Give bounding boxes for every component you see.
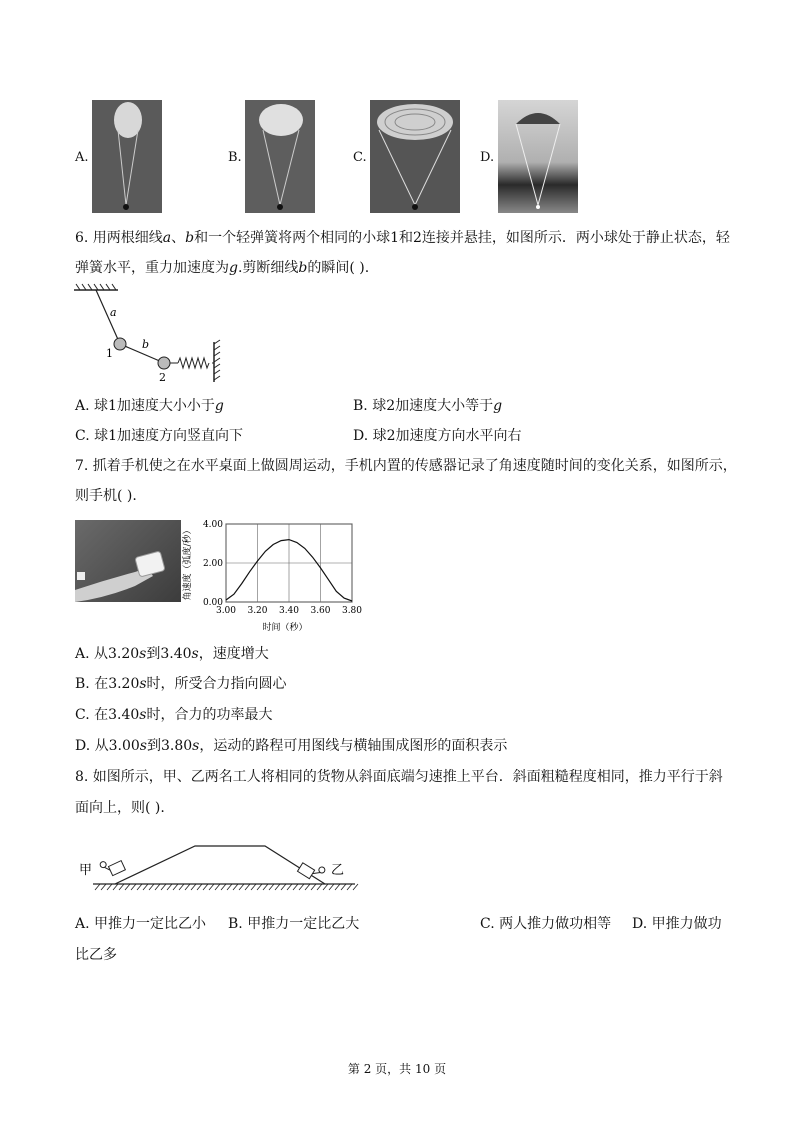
q6-option-b: B. 球2加速度大小等于𝑔 — [353, 398, 503, 414]
chart-y-tick-label: 4.00 — [202, 520, 223, 530]
spring — [178, 358, 209, 368]
q6-stem-line1: 6. 用两根细线𝑎、𝑏和一个轻弹簧将两个相同的小球1和2连接并悬挂，如图所示．两小球处于静止状态，轻 — [75, 230, 730, 246]
chart-y-tick-label: 2.00 — [202, 559, 223, 569]
worker-yi-cargo-icon — [297, 857, 326, 884]
q7-option-c: C. 在3.40𝑠时，合力的功率最大 — [75, 707, 273, 723]
label-b: b — [142, 338, 150, 351]
hand-phone-icon — [75, 520, 181, 602]
ramp-platform — [115, 846, 325, 884]
q6-option-c: C. 球1加速度方向竖直向下 — [75, 428, 244, 444]
label-1: 1 — [106, 347, 113, 360]
q5-option-b-image — [245, 100, 315, 213]
q5-option-c-label: C. — [353, 150, 367, 165]
ball-1 — [114, 338, 126, 350]
q5-option-b-label: B. — [228, 150, 242, 165]
q7-option-a: A. 从3.20𝑠到3.40𝑠，速度增大 — [75, 646, 269, 662]
q8-option-a: A. 甲推力一定比乙小 — [75, 916, 207, 932]
q5-option-d-label: D. — [480, 150, 495, 165]
parachute-c-icon — [370, 100, 460, 213]
parachute-a-icon — [92, 100, 162, 213]
q6-option-a: A. 球1加速度大小小于𝑔 — [75, 398, 224, 414]
chart-x-tick-label: 3.00 — [215, 606, 237, 616]
ball-2 — [158, 357, 170, 369]
q8-option-d-line2: 比乙多 — [75, 947, 117, 963]
q8-stem-line2: 面向上，则( ). — [75, 800, 165, 816]
label-jia: 甲 — [79, 863, 93, 878]
chart-x-tick-label: 3.60 — [310, 606, 331, 616]
q6-figure — [72, 282, 232, 388]
q7-stem-line1: 7. 抓着手机使之在水平桌面上做圆周运动，手机内置的传感器记录了角速度随时间的变化关系，如图所示， — [75, 458, 737, 474]
q8-option-b: B. 甲推力一定比乙大 — [228, 916, 360, 932]
q8-option-d-line1: D. 甲推力做功 — [632, 916, 722, 932]
q5-option-a-label: A. — [75, 150, 89, 165]
q8-stem-line1: 8. 如图所示，甲、乙两名工人将相同的货物从斜面底端匀速推上平台．斜面粗糙程度相同，推力平行于斜 — [75, 769, 723, 785]
chart-x-tick-label: 3.40 — [278, 606, 300, 616]
q5-option-d-image — [498, 100, 578, 213]
q6-stem-line2: 弹簧水平，重力加速度为𝑔.剪断细线𝑏的瞬间( ). — [75, 260, 370, 276]
q5-option-a-image — [92, 100, 162, 213]
chart-y-tick-label: 0.00 — [202, 598, 223, 608]
parachute-b-icon — [245, 100, 315, 213]
page-footer: 第 2 页，共 10 页 — [347, 1062, 447, 1076]
chart-x-tick-label: 3.80 — [341, 606, 363, 616]
chart-x-tick-label: 3.20 — [247, 606, 268, 616]
parachute-d-icon — [498, 100, 578, 213]
q8-ramp-figure — [75, 836, 365, 896]
q7-option-d: D. 从3.00𝑠到3.80𝑠，运动的路程可用图线与横轴围成图形的面积表示 — [75, 738, 508, 754]
q7-option-b: B. 在3.20𝑠时，所受合力指向圆心 — [75, 676, 287, 692]
angular-velocity-chart — [180, 516, 363, 634]
worker-jia-cargo-icon — [99, 854, 125, 878]
q7-stem-line2: 则手机( ). — [75, 488, 137, 504]
q6-option-d: D. 球2加速度方向水平向右 — [353, 428, 522, 444]
chart-grid — [226, 524, 352, 602]
chart-x-axis-label: 时间（秒） — [262, 623, 308, 633]
label-2: 2 — [159, 371, 166, 384]
q5-option-c-image — [370, 100, 460, 213]
label-a: a — [110, 306, 117, 319]
label-yi: 乙 — [331, 863, 345, 878]
chart-y-axis-label: 角速度（弧度/秒） — [183, 525, 193, 601]
q8-option-c: C. 两人推力做功相等 — [480, 916, 612, 932]
q7-phone-photo — [75, 520, 181, 602]
